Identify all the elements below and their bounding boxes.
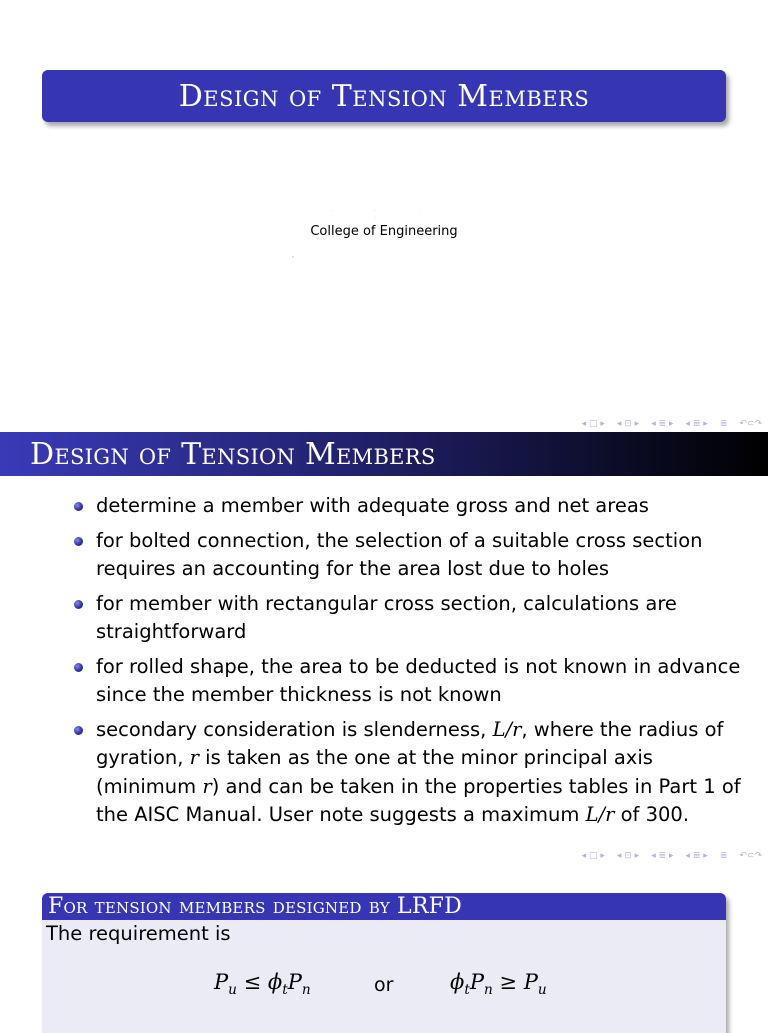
bullet-text: ) and can be taken in the properties tables in Part 1 of the AISC Manual. User note suggests a maximum	[96, 774, 741, 826]
lrfd-block	[42, 893, 726, 1033]
bullet-text: of 300.	[614, 803, 690, 826]
equation-pu-le-phiPn: $P_u \le \phi_tP_n$	[214, 970, 311, 999]
nav-subsection-icon[interactable]: ◂ ⊡ ▸	[616, 851, 640, 861]
bullet-dot-icon	[74, 600, 83, 609]
equation-phiPn-ge-pu: $\phi_tP_n \ge P_u$	[450, 970, 547, 999]
bullet-text: for member with rectangular cross section, calculations are straightforward	[96, 591, 677, 643]
beamer-navigation-bar[interactable]	[582, 851, 762, 863]
requirement-text: The requirement is	[46, 922, 231, 945]
nav-section-icon[interactable]: ◂ ≣ ▸	[651, 851, 674, 861]
beamer-navigation-bar[interactable]	[582, 419, 762, 431]
nav-section-icon[interactable]: ◂ ≣ ▸	[651, 419, 674, 429]
slide1-title-block	[42, 70, 726, 122]
faint-date-mark	[292, 256, 295, 259]
slide2-frame-title	[0, 432, 768, 476]
bullet-dot-icon	[74, 663, 83, 672]
bullet-text: determine a member with adequate gross and net areas	[96, 494, 649, 517]
slide1-title: Design of Tension Members	[178, 78, 590, 114]
bullet-item	[72, 653, 752, 710]
nav-appendix-icon[interactable]: ≣	[719, 419, 728, 429]
bullet-text: secondary consideration is slenderness,	[96, 717, 493, 741]
bullet-item	[72, 716, 752, 830]
math-radius: r	[189, 746, 199, 769]
slide1-institute: College of Engineering	[310, 224, 458, 239]
math-slenderness: L/r	[492, 717, 522, 741]
nav-document-icon[interactable]: ◂ ≣ ▸	[685, 419, 708, 429]
or-text: or	[374, 974, 394, 996]
nav-frame-icon[interactable]: ◂ □ ▸	[581, 419, 605, 429]
slide2-bullet-list	[72, 492, 752, 836]
bullet-item	[72, 590, 752, 647]
nav-frame-icon[interactable]: ◂ □ ▸	[581, 851, 605, 861]
nav-search-icon[interactable]: ↶⊂↷	[739, 851, 762, 861]
bullet-dot-icon	[74, 726, 83, 735]
nav-search-icon[interactable]: ↶⊂↷	[739, 419, 762, 429]
nav-appendix-icon[interactable]: ≣	[719, 851, 728, 861]
bullet-text: , where the radius of gyration,	[96, 717, 724, 769]
lrfd-block-title: For tension members designed by LRFD	[42, 893, 726, 920]
bullet-item	[72, 492, 752, 521]
faint-author-marks: · · · ·	[330, 208, 440, 222]
bullet-text: for rolled shape, the area to be deducted is not known in advance since the member thickness is not known	[96, 654, 741, 706]
nav-document-icon[interactable]: ◂ ≣ ▸	[685, 851, 708, 861]
bullet-text: is taken as the one at the minor principal axis (minimum	[96, 746, 653, 798]
slide2-title: Design of Tension Members	[30, 436, 436, 472]
bullet-text: for bolted connection, the selection of a suitable cross section requires an accounting for the area lost due to holes	[96, 528, 703, 580]
bullet-dot-icon	[74, 502, 83, 511]
math-slenderness: L/r	[585, 803, 615, 826]
lrfd-block-body	[42, 920, 726, 1033]
bullet-item	[72, 527, 752, 584]
nav-subsection-icon[interactable]: ◂ ⊡ ▸	[616, 419, 640, 429]
math-radius: r	[202, 774, 212, 798]
bullet-dot-icon	[74, 537, 83, 546]
